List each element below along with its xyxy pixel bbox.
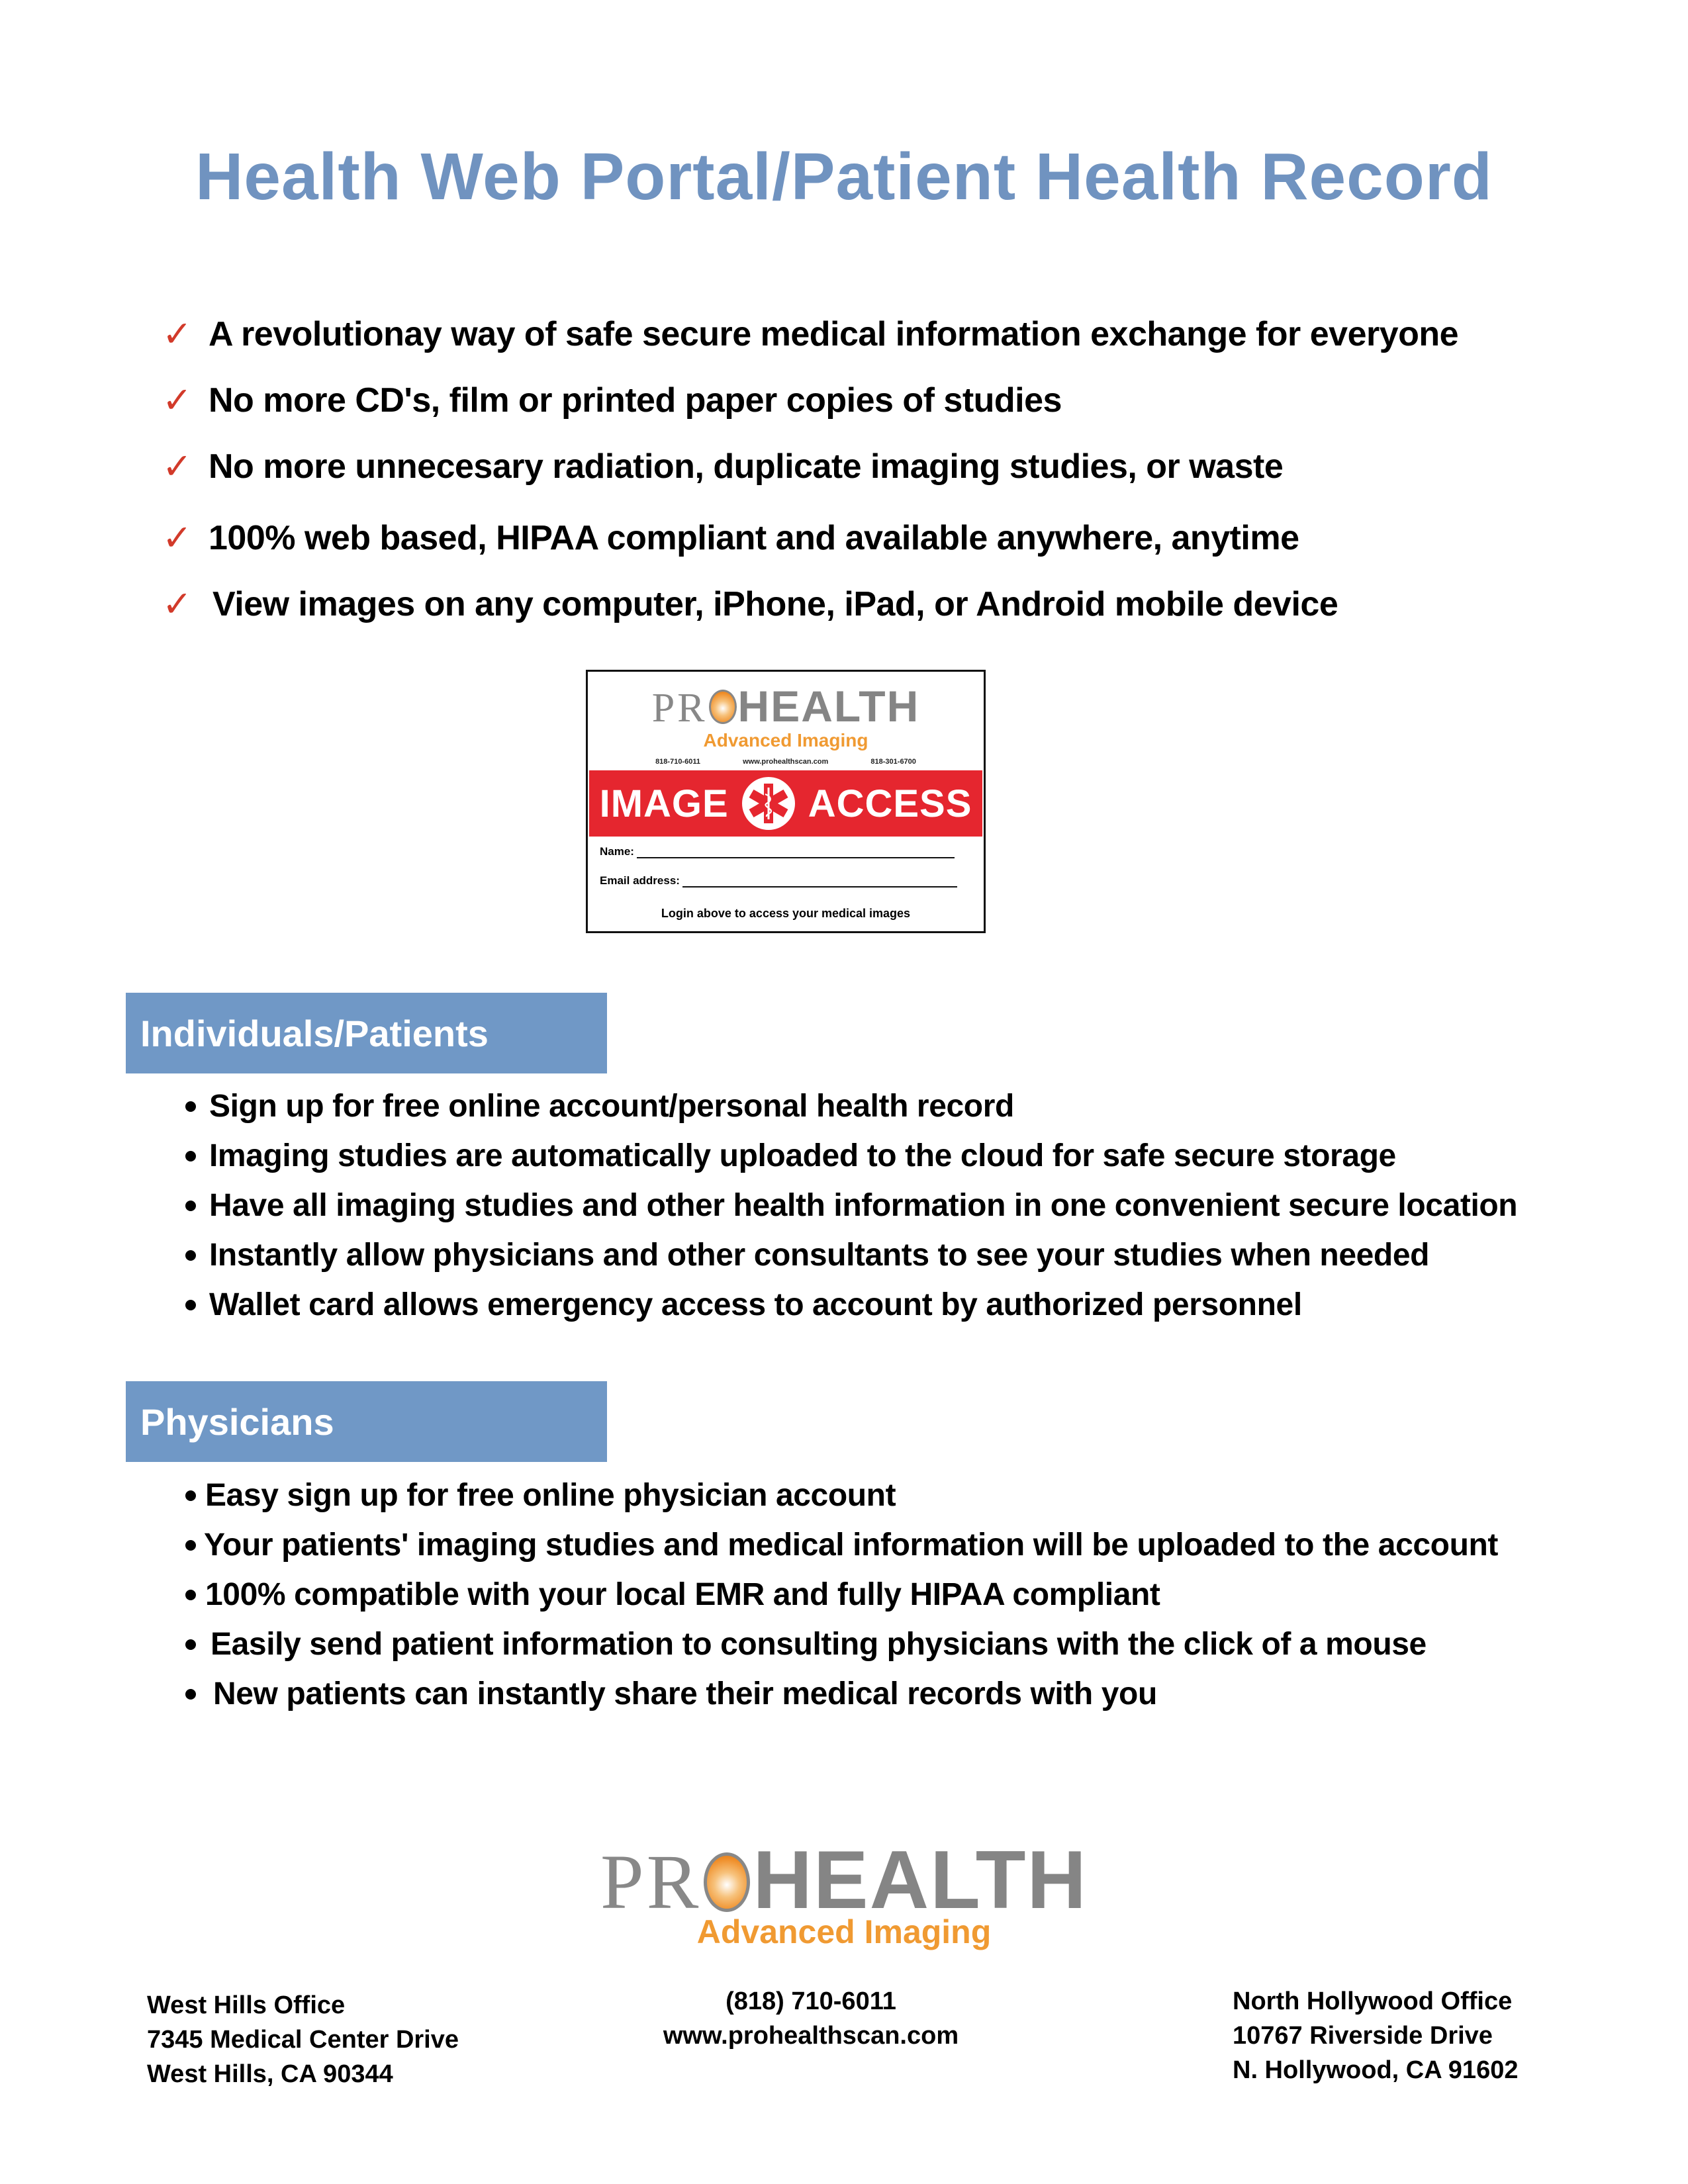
orange-orb-icon: [704, 1852, 750, 1912]
star-of-life-icon: [742, 777, 795, 830]
list-item: [185, 1619, 1498, 1669]
physicians-list: [185, 1471, 1498, 1719]
section-header-patients: Individuals/Patients: [126, 993, 607, 1073]
checkmark-icon: ✓: [162, 314, 193, 354]
bullet-icon: [185, 1101, 196, 1112]
bullet-icon: [185, 1689, 196, 1700]
bullet-icon: [185, 1250, 196, 1261]
image-access-band: [589, 770, 982, 837]
orange-orb-icon: [709, 690, 737, 724]
logo-health-text: HEALTH: [737, 682, 920, 731]
email-label: Email address:: [600, 874, 680, 887]
bullet-icon: [185, 1639, 196, 1650]
list-item-text: 100% compatible with your local EMR and fully HIPAA compliant: [205, 1577, 1160, 1612]
list-item-text: Instantly allow physicians and other consultants to see your studies when needed: [209, 1238, 1430, 1273]
bullet-icon: [185, 1540, 196, 1551]
list-item: [185, 1669, 1498, 1719]
footer-logo-subtitle: Advanced Imaging: [696, 1913, 992, 1950]
list-item-text: Your patients' imaging studies and medical information will be uploaded to the account: [204, 1527, 1498, 1563]
west-hills-address: [147, 1988, 459, 2091]
card-contacts: [588, 758, 984, 766]
bullet-icon: [185, 1201, 196, 1211]
band-word-image: IMAGE: [599, 782, 729, 825]
list-item: [185, 1081, 1517, 1131]
north-hollywood-address: [1233, 1984, 1518, 2087]
bullet-icon: [185, 1490, 196, 1501]
feature-text: View images on any computer, iPhone, iPad, or Android mobile device: [212, 585, 1338, 623]
feature-item: [162, 571, 1458, 637]
bullet-icon: [185, 1300, 196, 1310]
list-item-text: Sign up for free online account/personal health record: [209, 1089, 1014, 1124]
feature-text: A revolutionay way of safe secure medical information exchange for everyone: [209, 315, 1459, 353]
logo-health-text: HEALTH: [753, 1835, 1088, 1926]
feature-text: No more unnecesary radiation, duplicate imaging studies, or waste: [209, 447, 1284, 486]
card-logo: [588, 681, 984, 732]
checkmark-icon: ✓: [162, 381, 193, 420]
feature-item: [162, 433, 1458, 500]
band-word-access: ACCESS: [808, 782, 972, 825]
checkmark-icon: ✓: [162, 584, 193, 624]
page-title: Health Web Portal/Patient Health Record: [195, 140, 1493, 214]
contact-phone: (818) 710-6011: [726, 1987, 896, 2015]
feature-text: 100% web based, HIPAA compliant and available anywhere, anytime: [209, 519, 1299, 557]
bullet-icon: [185, 1151, 196, 1161]
feature-item: [162, 367, 1458, 433]
email-line: [682, 886, 957, 887]
office-street: 10767 Riverside Drive: [1233, 2022, 1493, 2050]
list-item: [185, 1131, 1517, 1181]
feature-item: [162, 301, 1458, 367]
feature-item: [162, 505, 1458, 571]
contact-website[interactable]: www.prohealthscan.com: [663, 2022, 959, 2050]
card-login-note: Login above to access your medical images: [661, 907, 911, 920]
office-city: West Hills, CA 90344: [147, 2060, 393, 2088]
name-label: Name:: [600, 845, 634, 858]
office-name: North Hollywood Office: [1233, 1987, 1513, 2015]
feature-checklist: [162, 301, 1458, 637]
list-item-text: Wallet card allows emergency access to account by authorized personnel: [209, 1287, 1302, 1322]
patients-list: [185, 1081, 1517, 1330]
bullet-icon: [185, 1590, 196, 1600]
list-item: [185, 1280, 1517, 1330]
card-name-field: [600, 845, 955, 858]
card-email-field: [600, 874, 957, 887]
list-item-text: New patients can instantly share their medical records with you: [213, 1676, 1157, 1711]
section-header-physicians: Physicians: [126, 1381, 607, 1462]
list-item: [185, 1471, 1498, 1520]
card-phone-left: 818-710-6011: [655, 758, 700, 766]
office-street: 7345 Medical Center Drive: [147, 2026, 459, 2054]
office-city: N. Hollywood, CA 91602: [1233, 2056, 1519, 2084]
list-item: [185, 1570, 1498, 1619]
list-item-text: Easy sign up for free online physician account: [205, 1478, 896, 1513]
checkmark-icon: ✓: [162, 518, 193, 558]
checkmark-icon: ✓: [162, 447, 193, 486]
logo-pro-text: PR: [600, 1839, 702, 1925]
contact-info: [579, 1984, 1043, 2053]
logo-pro-text: PR: [651, 686, 708, 731]
feature-text: No more CD's, film or printed paper copies of studies: [209, 381, 1062, 420]
list-item: [185, 1181, 1517, 1230]
card-phone-right: 818-301-6700: [870, 758, 916, 766]
list-item: [185, 1230, 1517, 1280]
list-item-text: Have all imaging studies and other health information in one convenient secure location: [209, 1188, 1518, 1223]
list-item-text: Imaging studies are automatically uploaded to the cloud for safe secure storage: [209, 1138, 1396, 1173]
list-item: [185, 1520, 1498, 1570]
image-access-wallet-card: [586, 670, 986, 933]
card-logo-subtitle: Advanced Imaging: [703, 730, 868, 751]
office-name: West Hills Office: [147, 1991, 346, 2019]
list-item-text: Easily send patient information to consulting physicians with the click of a mouse: [211, 1627, 1427, 1662]
card-website: www.prohealthscan.com: [743, 758, 829, 766]
name-line: [637, 856, 955, 858]
